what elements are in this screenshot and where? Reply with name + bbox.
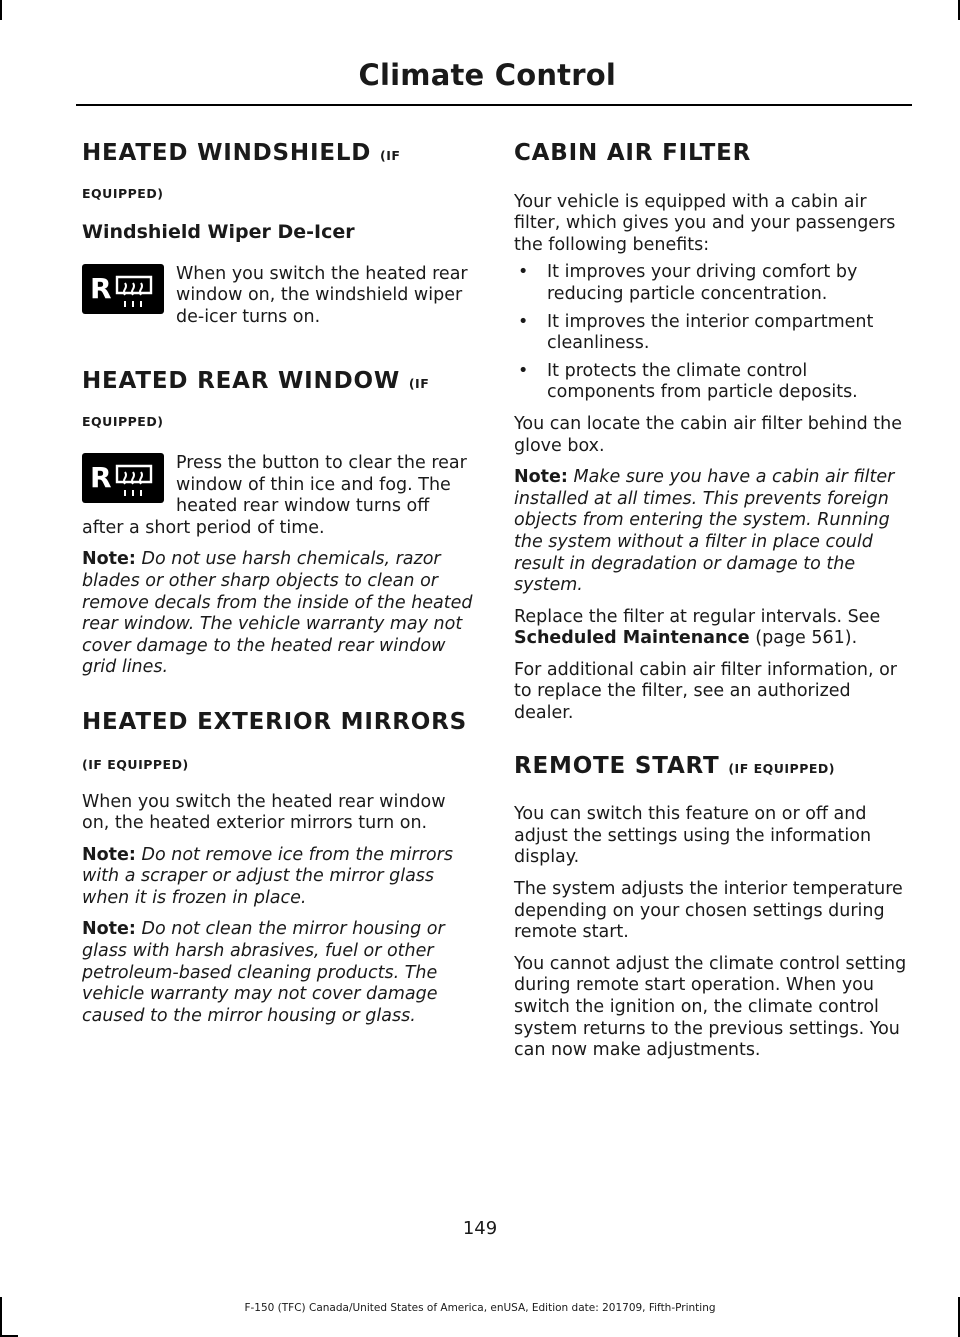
list-item [514, 262, 909, 305]
heading-main: REMOTE START [514, 752, 720, 779]
list-item-text: It improves your driving comfort by reducing particle concentration. [547, 262, 858, 304]
list-item [514, 312, 909, 355]
note [82, 919, 474, 1027]
section-heading [82, 368, 474, 396]
left-column [82, 140, 474, 1027]
body-text: You can switch this feature on or off and adjust the settings using the information display. [514, 804, 872, 868]
bullet-glyph: • [518, 262, 529, 283]
body-text: The system adjusts the interior temperature depending on your chosen settings during remote start. [514, 879, 903, 943]
note [514, 467, 909, 597]
benefits-list [514, 262, 909, 404]
heading-qualifier: (IF EQUIPPED) [728, 760, 835, 776]
section-heated-rear-window [82, 368, 474, 679]
list-item [514, 361, 909, 404]
heated-rear-window-icon [82, 264, 164, 314]
body-text: Your vehicle is equipped with a cabin air filter, which gives you and your passengers the following benefits: [514, 191, 896, 255]
body-text: You can locate the cabin air filter behind the glove box. [514, 413, 903, 456]
body-text: When you switch the heated rear window on, the heated exterior mirrors turn on. [82, 791, 446, 834]
note [82, 845, 474, 910]
body-text: Press the button to clear the rear window of thin ice and fog. The heated rear window turns off after a short period of time. [82, 452, 467, 538]
note-text: Do not clean the mirror housing or glass with harsh abrasives, fuel or other petroleum-based cleaning products. The vehicle warranty may not cover damage caused to the mirror housing or glass. [82, 919, 445, 1026]
heading-qualifier: (IF [408, 376, 430, 392]
note-text: Make sure you have a cabin air filter installed at all times. This prevents foreign objects from entering the system. Running the system without a filter in place could result in degradation or damage to the system. [514, 467, 895, 596]
page-ref: (page 561). [755, 628, 858, 649]
bullet-glyph: • [518, 360, 529, 381]
section-remote-start [514, 753, 909, 1062]
section-heading [514, 753, 909, 781]
header-rule [76, 104, 912, 106]
page-number: 149 [462, 1218, 498, 1239]
note [82, 549, 474, 679]
list-item-text: It improves the interior compartment cleanliness. [547, 311, 874, 354]
heading-main: HEATED WINDSHIELD [82, 140, 372, 166]
heading-qualifier-cont: (IF EQUIPPED) [82, 756, 189, 772]
subheading: Windshield Wiper De-Icer [82, 220, 355, 243]
section-heading: HEATED EXTERIOR MIRRORS [82, 708, 467, 735]
heading-qualifier: (IF [380, 148, 401, 163]
note-label: Note: [82, 549, 136, 570]
section-heading [82, 140, 474, 168]
heated-rear-window-icon [82, 453, 164, 503]
right-column [514, 140, 909, 1062]
icon-letter: R [90, 460, 112, 494]
heading-qualifier-cont: EQUIPPED) [82, 413, 164, 429]
body-text: You cannot adjust the climate control setting during remote start operation. When you switch the ignition on, the climate control system returns to the previous settings. You can now make adjustments. [514, 953, 907, 1061]
note-text: Do not remove ice from the mirrors with a scraper or adjust the mirror glass when it is frozen in place. [82, 844, 453, 908]
body-text: For additional cabin air filter information, or to replace the filter, see an authorized dealer. [514, 659, 897, 724]
heading-qualifier-cont: EQUIPPED) [82, 185, 164, 201]
note-text: Do not use harsh chemicals, razor blades or other sharp objects to clean or remove decals from the inside of the heated rear window. The vehicle warranty may not cover damage to the heated rear window grid lines. [82, 549, 473, 678]
edition-line: F-150 (TFC) Canada/United States of America, enUSA, Edition date: 201709, Fifth-Printing [244, 1302, 716, 1314]
note-label: Note: [514, 467, 568, 488]
replace-text: Replace the filter at regular intervals. See [514, 606, 881, 627]
page-header-title: Climate Control [358, 58, 616, 92]
section-cabin-air-filter [514, 140, 909, 725]
heading-main: HEATED REAR WINDOW [82, 368, 401, 395]
icon-letter: R [90, 271, 112, 305]
section-heated-windshield [82, 140, 474, 328]
crop-mark-top-left [0, 0, 2, 20]
section-heated-exterior-mirrors [82, 709, 474, 1028]
body-text: When you switch the heated rear window on, the windshield wiper de-icer turns on. [176, 263, 468, 327]
body-text [514, 607, 909, 650]
bullet-glyph: • [518, 311, 529, 332]
section-heading: CABIN AIR FILTER [514, 140, 752, 166]
note-label: Note: [82, 919, 136, 940]
icon-paragraph [82, 453, 474, 539]
icon-paragraph [82, 264, 474, 329]
scheduled-maintenance-link[interactable]: Scheduled Maintenance [514, 628, 750, 649]
note-label: Note: [82, 844, 136, 865]
list-item-text: It protects the climate control components from particle deposits. [547, 360, 858, 403]
